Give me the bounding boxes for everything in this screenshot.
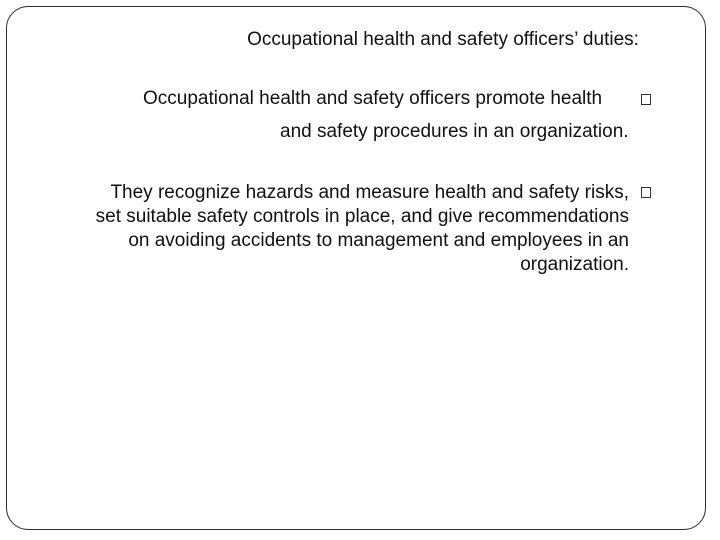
bullet-2-line-1: They recognize hazards and measure health and safety risks, bbox=[110, 182, 629, 203]
bullet-2-line-2: set suitable safety controls in place, and give recommendations bbox=[95, 206, 629, 227]
bullet-2-line-4: organization. bbox=[520, 254, 629, 275]
bullet-2-line-3: on avoiding accidents to management and employees in an bbox=[128, 230, 629, 251]
square-bullet-icon bbox=[641, 187, 651, 198]
square-bullet-icon bbox=[641, 94, 651, 105]
slide-frame bbox=[6, 6, 706, 530]
bullet-1-line-2: and safety procedures in an organization. bbox=[280, 121, 629, 142]
slide-title: Occupational health and safety officers’ duties: bbox=[247, 29, 639, 50]
bullet-2-text bbox=[47, 181, 629, 277]
bullet-1-line-1: Occupational health and safety officers promote health bbox=[143, 88, 603, 109]
